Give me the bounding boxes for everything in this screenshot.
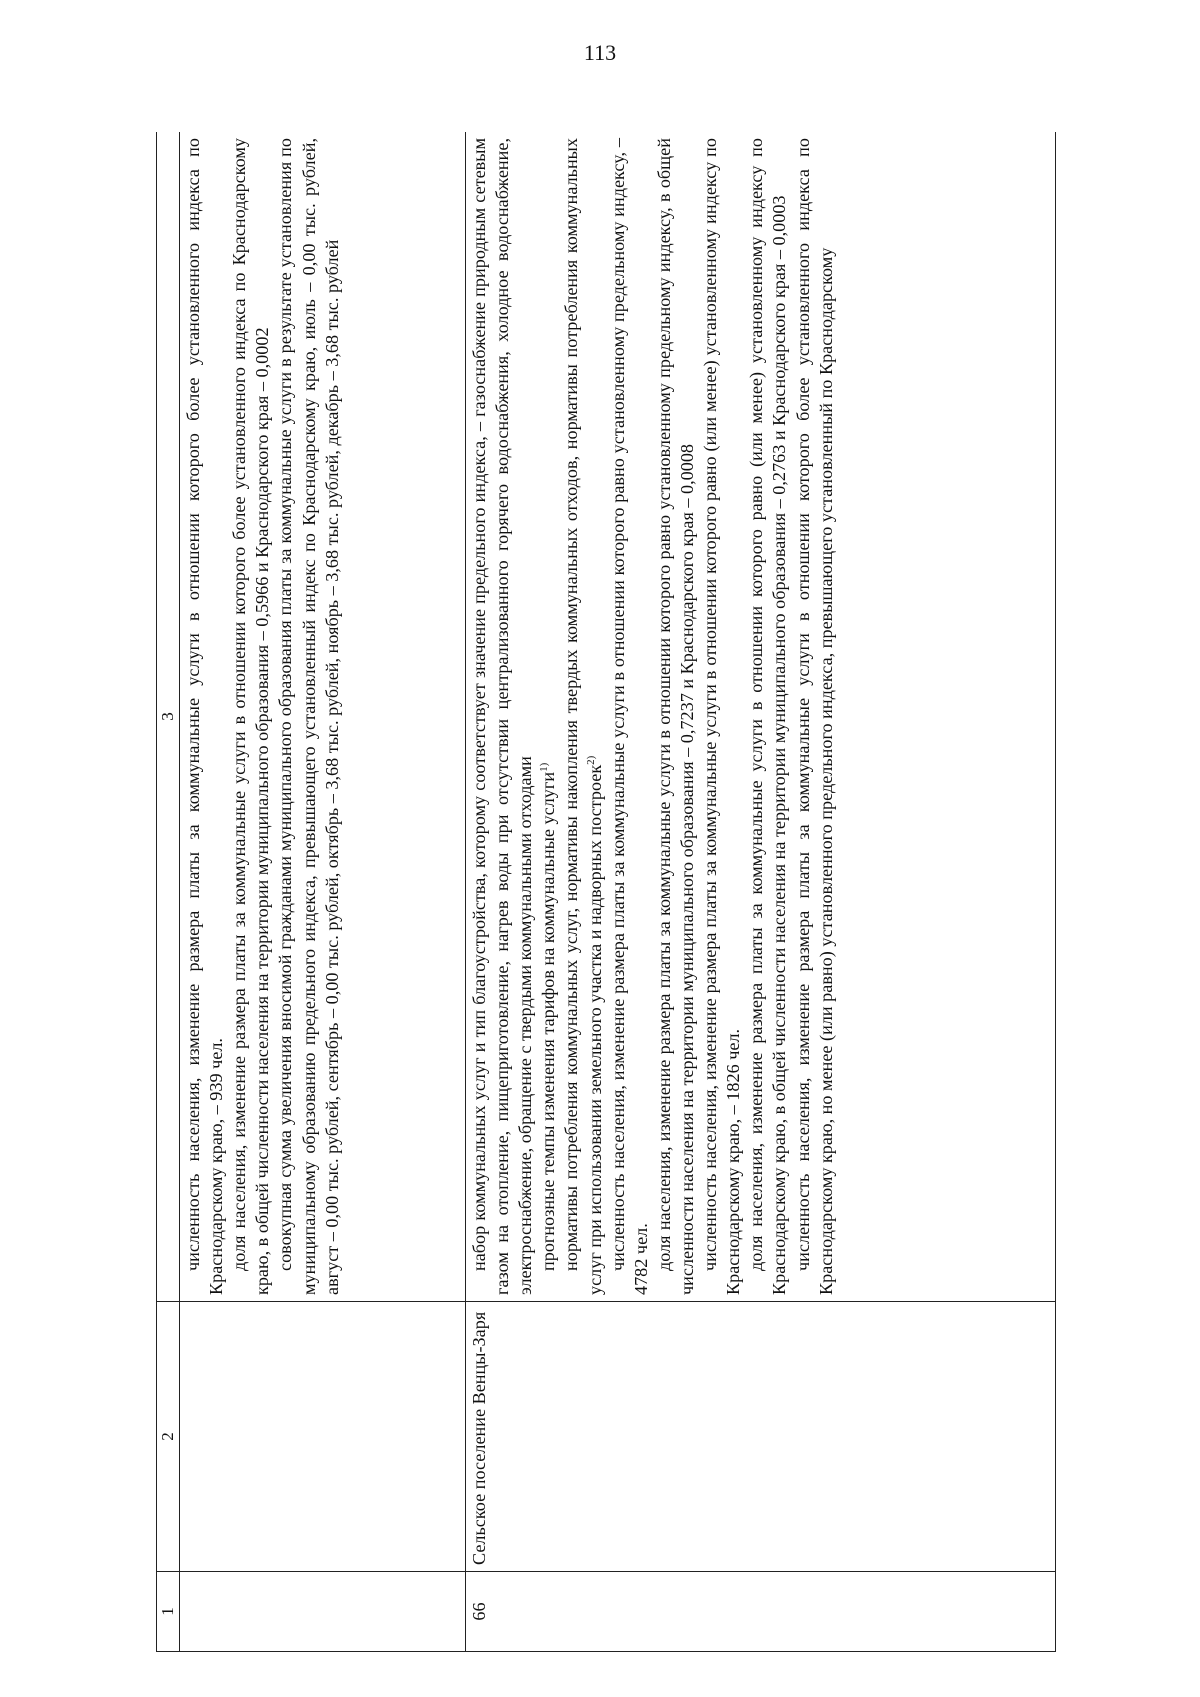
header-row bbox=[157, 132, 180, 1652]
municipality-name: Сельское поселение Венцы-Заря bbox=[466, 1302, 1056, 1572]
rotated-table-frame bbox=[156, 132, 1056, 1652]
content-paragraph: набор коммунальных услуг и тип благоустройства, которому соответствует значение предельного индекса, – газоснабжение природным сетевым газом на отопление, пищеприготовление, нагрев воды при отсутствии централизованного горячего водоснабжения, холодное водоснабжение, электроснабжение, обращение с твердыми коммунальными отходами bbox=[469, 138, 536, 1295]
municipal-index-table bbox=[156, 132, 1056, 1652]
page-number: 113 bbox=[583, 40, 617, 65]
content-paragraph bbox=[537, 138, 560, 1295]
content-paragraph bbox=[560, 138, 606, 1295]
content-paragraph: численность населения, изменение размера платы за коммунальные услуги в отношении которого более установленного индекса по Краснодарскому краю, но менее (или равно) установленного предельного индекса, превышающего установленный по Краснодарскому bbox=[792, 138, 836, 1295]
content-paragraph: численность населения, изменение размера платы за коммунальные услуги в отношении которого более установленного индекса по Краснодарскому краю, – 939 чел. bbox=[183, 138, 227, 1295]
footnote-marker: 1) bbox=[538, 762, 551, 772]
column-header-3: 3 bbox=[157, 132, 180, 1302]
column-header-1: 1 bbox=[157, 1572, 180, 1652]
landscape-page-content bbox=[156, 132, 1056, 1652]
paragraph-text: прогнозные темпы изменения тарифов на коммунальные услуги bbox=[538, 771, 559, 1271]
content-paragraph: доля населения, изменение размера платы за коммунальные услуги в отношении которого равно установленному предельному индексу, в общей численности населения на территории муниципального образования – 0,7237 и Краснодарского края – 0,0008 bbox=[653, 138, 697, 1295]
content-paragraph: доля населения, изменение размера платы за коммунальные услуги в отношении которого равно (или менее) установленному индексу по Краснодарскому краю, в общей численности населения на территории муниципального образования – 0,2763 и Краснодарского края – 0,0003 bbox=[746, 138, 790, 1295]
content-paragraph: доля населения, изменение размера платы за коммунальные услуги в отношении которого более установленного индекса по Краснодарскому краю, в общей численности населения на территории муниципального образования – 0,5966 и Краснодарского края – 0,0002 bbox=[229, 138, 273, 1295]
content-paragraph: численность населения, изменение размера платы за коммунальные услуги в отношении которого равно (или менее) установленному индексу по Краснодарскому краю, – 1826 чел. bbox=[700, 138, 744, 1295]
row-content bbox=[466, 132, 1056, 1302]
paragraph-text: нормативы потребления коммунальных услуг, нормативы накопления твердых коммунальных отходов, нормативы потребления коммунальных услуг при использовании земельного участка и надворных построек bbox=[561, 138, 605, 1295]
content-paragraph: совокупная сумма увеличения вносимой гражданами муниципального образования платы за коммунальные услуги в результате установления по муниципальному образованию предельного индекса, превышающего установленный индекс по Краснодарскому краю, июль – 0,00 тыс. рублей, август – 0,00 тыс. рублей, сентябрь – 0,00 тыс. рублей, октябрь – 3,68 тыс. рублей, ноябрь – 3,68 тыс. рублей, декабрь – 3,68 тыс. рублей bbox=[275, 138, 342, 1295]
row-number bbox=[180, 1572, 466, 1652]
table-row bbox=[180, 132, 466, 1652]
municipality-name bbox=[180, 1302, 466, 1572]
content-paragraph: численность населения, изменение размера платы за коммунальные услуги в отношении которого равно установленному предельному индексу, – 4782 чел. bbox=[607, 138, 651, 1295]
table-row bbox=[466, 132, 1056, 1652]
column-header-2: 2 bbox=[157, 1302, 180, 1572]
row-number: 66 bbox=[466, 1572, 1056, 1652]
footnote-marker: 2) bbox=[584, 755, 597, 765]
row-content bbox=[180, 132, 466, 1302]
